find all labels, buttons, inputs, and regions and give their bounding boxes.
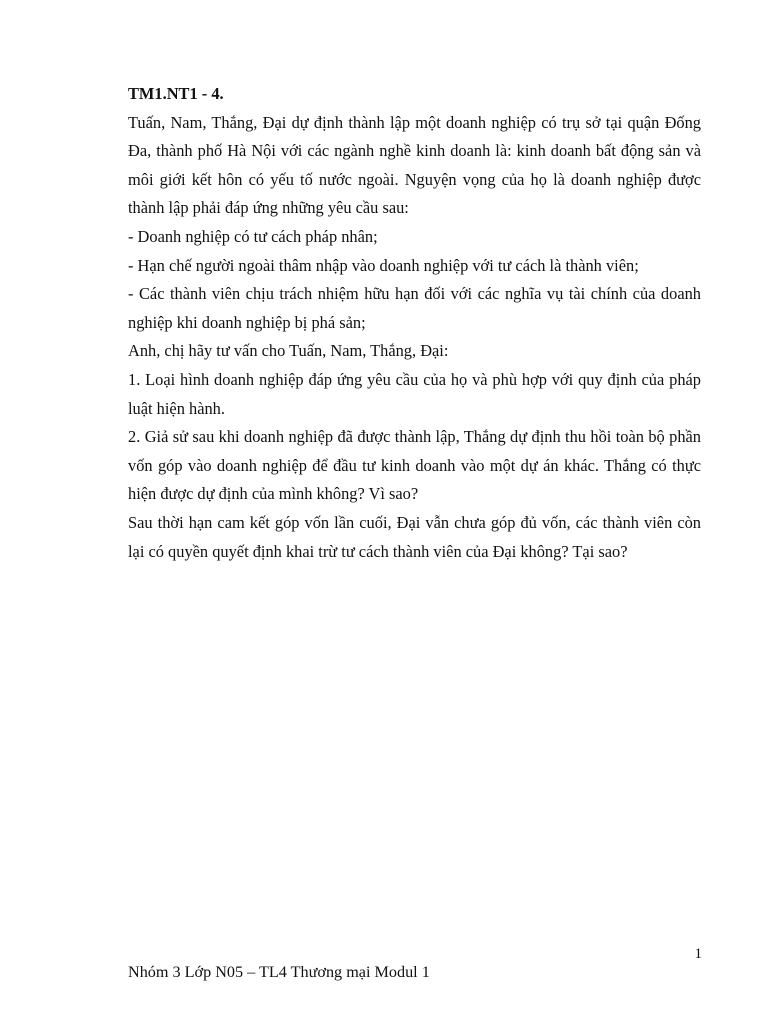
requirement-restrict-outsiders: - Hạn chế người ngoài thâm nhập vào doanh nghiệp với tư cách là thành viên; [128,255,639,275]
question-1: 1. Loại hình doanh nghiệp đáp ứng yêu cầu của họ và phù hợp với quy định của pháp luật hiện hành. [128,369,701,418]
exercise-title: TM1.NT1 - 4. [128,84,224,103]
task-intro: Anh, chị hãy tư vấn cho Tuấn, Nam, Thắng, Đại: [128,341,449,361]
question-3: Sau thời hạn cam kết góp vốn lần cuối, Đại vẫn chưa góp đủ vốn, các thành viên còn lại có quyền quyết định khai trừ tư cách thành viên của Đại không? Tại sao? [128,512,701,561]
document-body [128,80,701,566]
question-2: 2. Giả sử sau khi doanh nghiệp đã được thành lập, Thắng dự định thu hồi toàn bộ phần vốn góp vào doanh nghiệp để đầu tư kinh doanh vào một dự án khác. Thắng có thực hiện được dự định của mình không? Vì sao? [128,427,701,504]
page-number: 1 [694,946,702,962]
requirement-limited-liability: - Các thành viên chịu trách nhiệm hữu hạn đối với các nghĩa vụ tài chính của doanh nghiệp khi doanh nghiệp bị phá sản; [128,284,701,332]
scenario-paragraph: Tuấn, Nam, Thắng, Đại dự định thành lập một doanh nghiệp có trụ sở tại quận Đống Đa, thành phố Hà Nội với các ngành nghề kinh doanh là: kinh doanh bất động sản và môi giới kết hôn có yếu tố nước ngoài. Nguyện vọng của họ là doanh nghiệp được thành lập phải đáp ứng những yêu cầu sau: [128,112,701,218]
requirement-legal-entity: - Doanh nghiệp có tư cách pháp nhân; [128,226,378,246]
page-footer: Nhóm 3 Lớp N05 – TL4 Thương mại Modul 1 [128,963,430,981]
